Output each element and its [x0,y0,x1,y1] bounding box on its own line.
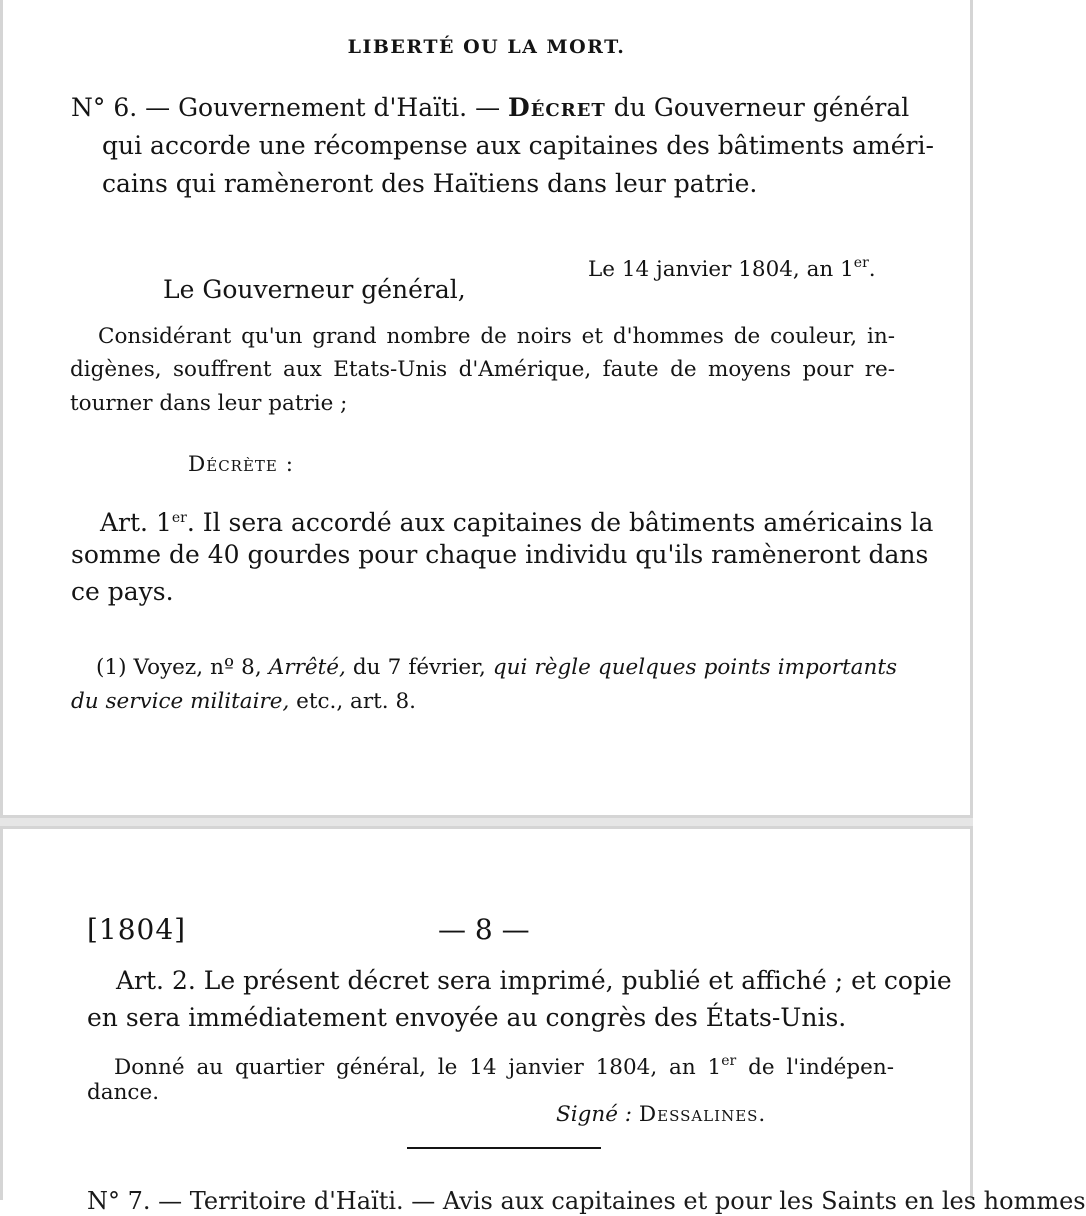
article2-line-2: en sera immédiatement envoyée au congrès des États-Unis. [87,1003,847,1032]
bottom-page [0,826,1086,1215]
donne-line-2: dance. [87,1080,160,1105]
considerant-line-1: Considérant qu'un grand nombre de noirs et d'hommes de couleur, in- [98,324,895,349]
article1-line-2: somme de 40 gourdes pour chaque individu qu'ils ramèneront dans [71,540,929,569]
considerant-line-3: tourner dans leur patrie ; [70,391,348,416]
donne-end: de l'indépen- [748,1055,894,1080]
article1-line-1 [100,503,934,538]
considerant-line-2: digènes, souffrent aux Etats-Unis d'Amérique, faute de moyens pour re- [70,357,895,382]
footnote-line-1 [96,653,897,683]
page-year: [1804] [87,913,187,946]
heading-decret: Décret [508,93,606,122]
heading-line-2: qui accorde une récompense aux capitaines des bâtiments améri- [102,131,934,160]
heading-line-1 [71,93,910,123]
article2-line-1: Art. 2. Le présent décret sera imprimé, publié et affiché ; et copie [116,966,952,995]
footnote-middle: du 7 février, [352,655,486,680]
footnote-italic-rest: qui règle quelques points importants [492,655,898,680]
footnote-arrete: Arrêté, [268,655,346,680]
date-end: . [868,257,876,282]
article1-line-1-rest: . Il sera accordé aux capitaines de bâtiments américains la [186,508,934,537]
date-sup: er [853,255,869,271]
section-divider [407,1147,601,1149]
date-text: Le 14 janvier 1804, an 1 [588,257,854,282]
donne-line-1 [114,1046,894,1083]
heading-number: N° 6. — Gouvernement d'Haïti. — [71,93,501,122]
donne-start: Donné au quartier général, le 14 janvier 1804, an 1 [114,1055,722,1080]
page-gap [0,818,973,826]
heading-line-1-rest: du Gouverneur général [613,93,910,122]
date-line [588,248,876,285]
decrete-heading: Décrète : [188,452,294,477]
signature-label: Signé : [556,1102,633,1127]
footnote-line-2-end: etc., art. 8. [296,689,416,714]
addressee: Le Gouverneur général, [163,275,466,304]
donne-sup: er [721,1053,737,1069]
page-number: — 8 — [438,913,530,946]
heading-line-3: cains qui ramèneront des Haïtiens dans leur patrie. [102,169,758,198]
running-head: LIBERTÉ OU LA MORT. [347,36,626,58]
footnote-line-2-italic: du service militaire, [71,689,290,714]
article1-prefix: Art. 1 [100,508,172,537]
signature [556,1100,766,1130]
signature-name: Dessalines. [638,1102,767,1127]
article1-sup: er [171,510,187,526]
footnote-start: (1) Voyez, nº 8, [96,655,262,680]
next-line-fragment: N° 7. — Territoire d'Haïti. — Avis aux capitaines et pour les Saints en les hommes [87,1187,1086,1215]
footnote-line-2 [71,687,416,717]
article1-line-3: ce pays. [71,577,174,606]
